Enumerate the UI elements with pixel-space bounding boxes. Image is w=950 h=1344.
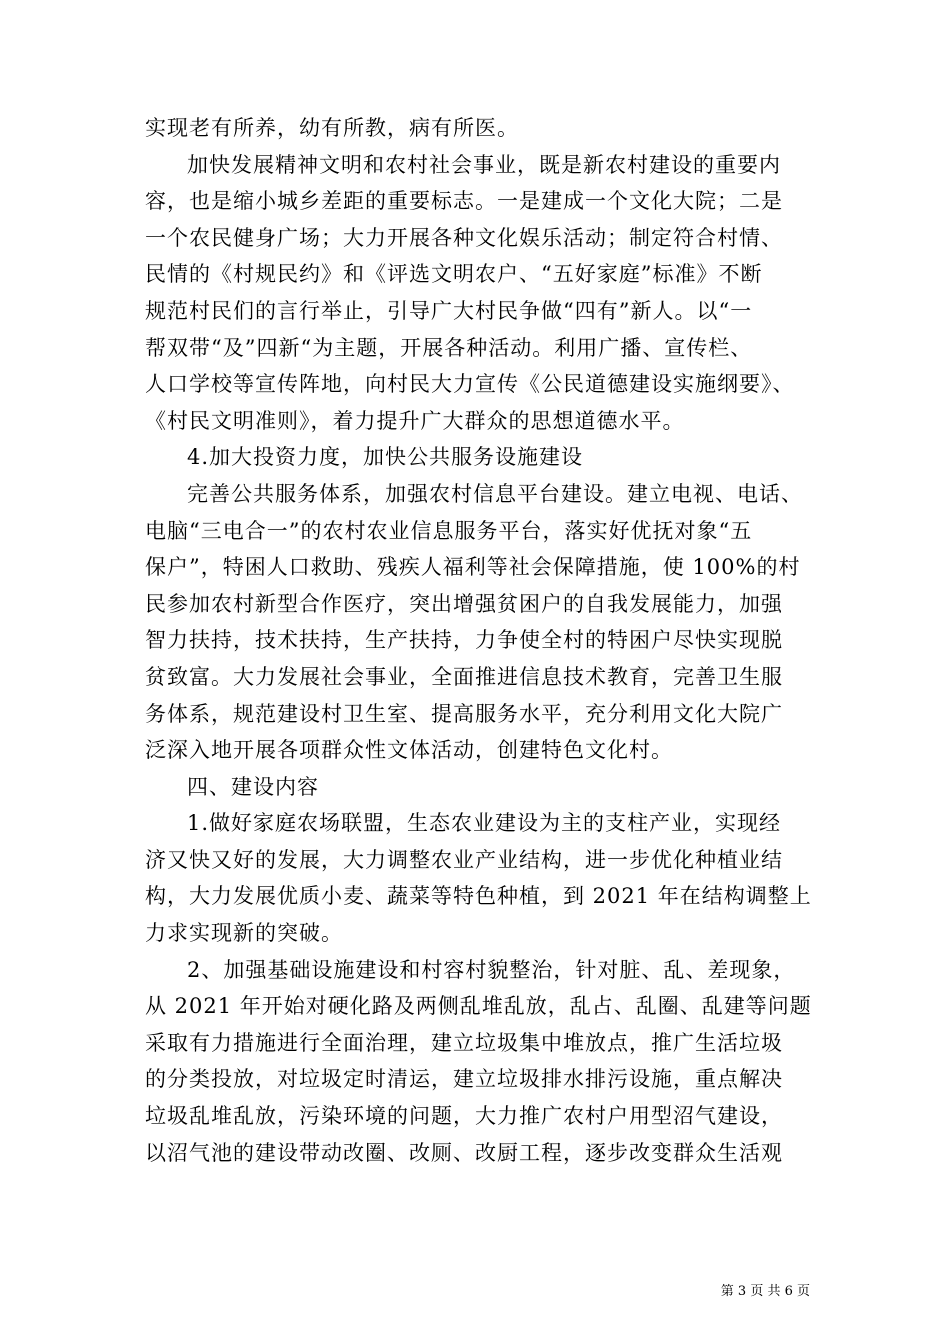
section-heading: 4.加大投资力度，加快公共服务设施建设 (187, 445, 584, 470)
text-line: 泛深入地开展各项群众性文体活动，创建特色文化村。 (145, 738, 673, 763)
text-line: 1.做好家庭农场联盟，生态农业建设为主的支柱产业，实现经 (187, 811, 782, 836)
text-line: 一个农民健身广场；大力开展各种文化娱乐活动；制定符合村情、 (145, 225, 783, 250)
text-line: 采取有力措施进行全面治理，建立垃圾集中堆放点，推广生活垃圾 (145, 1030, 783, 1055)
text-line: 务体系，规范建设村卫生室、提高服务水平，充分利用文化大院广 (145, 701, 783, 726)
text-line: 力求实现新的突破。 (145, 921, 343, 946)
page-number: 第 3 页 共 6 页 (720, 1284, 810, 1299)
text-line: 《村民文明准则》，着力提升广大群众的思想道德水平。 (145, 408, 685, 433)
text-line: 完善公共服务体系，加强农村信息平台建设。建立电视、电话、 (187, 481, 803, 506)
text-line: 济又快又好的发展，大力调整农业产业结构，进一步优化种植业结 (145, 847, 783, 872)
text-line: 2、加强基础设施建设和村容村貌整治，针对脏、乱、差现象， (187, 957, 796, 982)
text-line: 民参加农村新型合作医疗，突出增强贫困户的自我发展能力，加强 (145, 591, 783, 616)
text-line: 实现老有所养，幼有所教，病有所医。 (145, 116, 519, 140)
text-line: 容，也是缩小城乡差距的重要标志。一是建成一个文化大院；二是 (145, 189, 783, 214)
text-line: 保户”，特困人口救助、残疾人福利等社会保障措施，使 100%的村 (145, 555, 801, 580)
document-body (145, 110, 812, 1171)
text-line: 加快发展精神文明和农村社会事业，既是新农村建设的重要内 (187, 152, 781, 177)
text-line: 民情的《村规民约》和《评选文明农户、“五好家庭”标准》不断 (145, 262, 763, 287)
text-line: 贫致富。大力发展社会事业，全面推进信息技术教育，完善卫生服 (145, 664, 783, 689)
text-line: 帮双带“及”四新“为主题，开展各种活动。利用广播、宣传栏、 (145, 335, 753, 360)
text-line: 从 2021 年开始对硬化路及两侧乱堆乱放，乱占、乱圈、乱建等问题 (145, 994, 812, 1019)
text-line: 以沼气池的建设带动改圈、改厕、改厨工程，逐步改变群众生活观 (145, 1140, 783, 1165)
text-line: 垃圾乱堆乱放，污染环境的问题，大力推广农村户用型沼气建设， (145, 1104, 783, 1129)
text-line: 构，大力发展优质小麦、蔬菜等特色种植，到 2021 年在结构调整上 (145, 884, 812, 909)
text-line: 规范村民们的言行举止，引导广大村民争做“四有”新人。以“一 (145, 298, 753, 323)
text-line: 电脑“三电合一”的农村农业信息服务平台，落实好优抚对象“五 (145, 518, 753, 543)
text-line: 人口学校等宣传阵地，向村民大力宣传《公民道德建设实施纲要》、 (145, 372, 795, 397)
section-heading: 四、建设内容 (187, 774, 319, 799)
text-line: 的分类投放，对垃圾定时清运，建立垃圾排水排污设施，重点解决 (145, 1067, 783, 1092)
text-line: 智力扶持，技术扶持，生产扶持，力争使全村的特困户尽快实现脱 (145, 628, 783, 653)
